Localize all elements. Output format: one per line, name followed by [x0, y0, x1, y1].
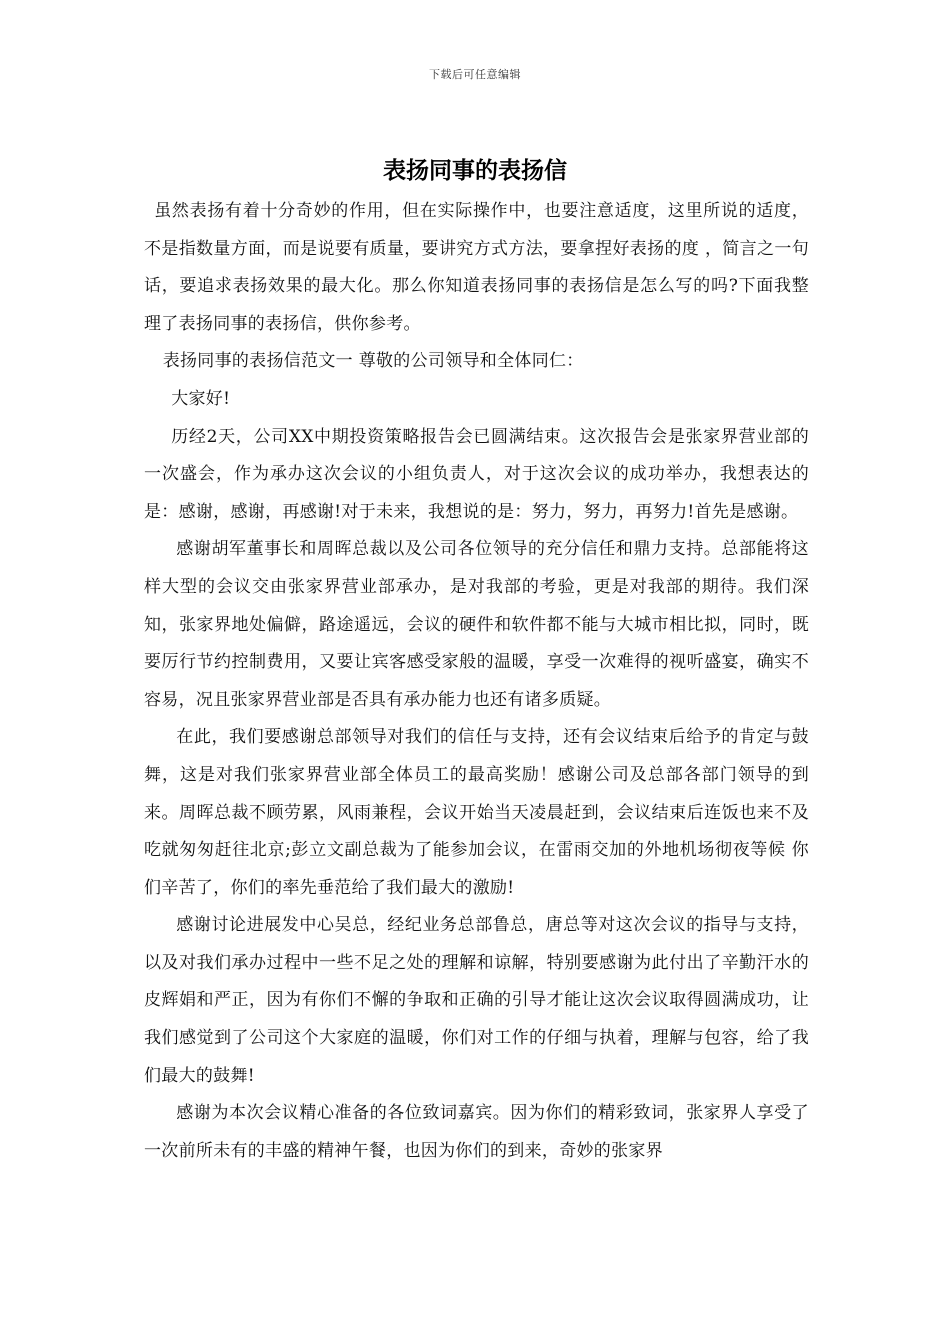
paragraph-body: 感谢讨论进展发中心吴总，经纪业务总部鲁总，唐总等对这次会议的指导与支持，以及对我们承办过程中一些不足之处的理解和谅解，特别要感谢为此付出了辛勤汗水的皮辉娟和严正，因为有你们不懈的争取和正确的引导才能让这次会议取得圆满成功，让我们感觉到了公司这个大家庭的温暖，你们对工作的仔细与执着，理解与包容，给了我们最大的鼓舞! [144, 915, 809, 1086]
paragraph-greeting: 大家好! [171, 388, 231, 409]
paragraph-body: 在此，我们要感谢总部领导对我们的信任与支持，还有会议结束后给予的肯定与鼓舞，这是对我们张家界营业部全体员工的最高奖励！感谢公司及总部各部门领导的到来。周晖总裁不顾劳累，风雨兼程，会议开始当天凌晨赶到，会议结束后连饭也来不及吃就匆匆赶往北京;彭立文副总裁为了能参加会议，在雷雨交加的外地机场彻夜等候 你们辛苦了，你们的率先垂范给了我们最大的激励! [144, 727, 809, 898]
paragraph-body: 感谢胡军董事长和周晖总裁以及公司各位领导的充分信任和鼎力支持。总部能将这样大型的会议交由张家界营业部承办，是对我部的考验，更是对我部的期待。我们深知，张家界地处偏僻，路途遥远，会议的硬件和软件都不能与大城市相比拟，同时，既要厉行节约控制费用，又要让宾客感受家般的温暖，享受一次难得的视听盛宴，确实不容易，况且张家界营业部是否具有承办能力也还有诸多质疑。 [144, 539, 809, 710]
header-note: 下载后可任意编辑 [429, 68, 521, 81]
paragraph-body: 感谢为本次会议精心准备的各位致词嘉宾。因为你们的精彩致词，张家界人享受了一次前所未有的丰盛的精神午餐，也因为你们的到来，奇妙的张家界 [144, 1103, 809, 1161]
paragraph-body: 历经2天，公司XX中期投资策略报告会已圆满结束。这次报告会是张家界营业部的一次盛会，作为承办这次会议的小组负责人，对于这次会议的成功举办，我想表达的是：感谢，感谢，再感谢!对于未来，我想说的是：努力，努力，再努力!首先是感谢。 [144, 426, 809, 522]
paragraph-intro: 虽然表扬有着十分奇妙的作用，但在实际操作中，也要注意适度，这里所说的适度，不是指数量方面，而是说要有质量，要讲究方式方法，要拿捏好表扬的度 ，简言之一句话，要追求表扬效果的最大化。那么你知道表扬同事的表扬信是怎么写的吗?下面我整理了表扬同事的表扬信，供你参考。 [144, 201, 809, 334]
document-body [144, 193, 809, 1170]
document-title: 表扬同事的表扬信 [383, 157, 567, 184]
paragraph-salutation: 表扬同事的表扬信范文一 尊敬的公司领导和全体同仁： [162, 351, 584, 372]
